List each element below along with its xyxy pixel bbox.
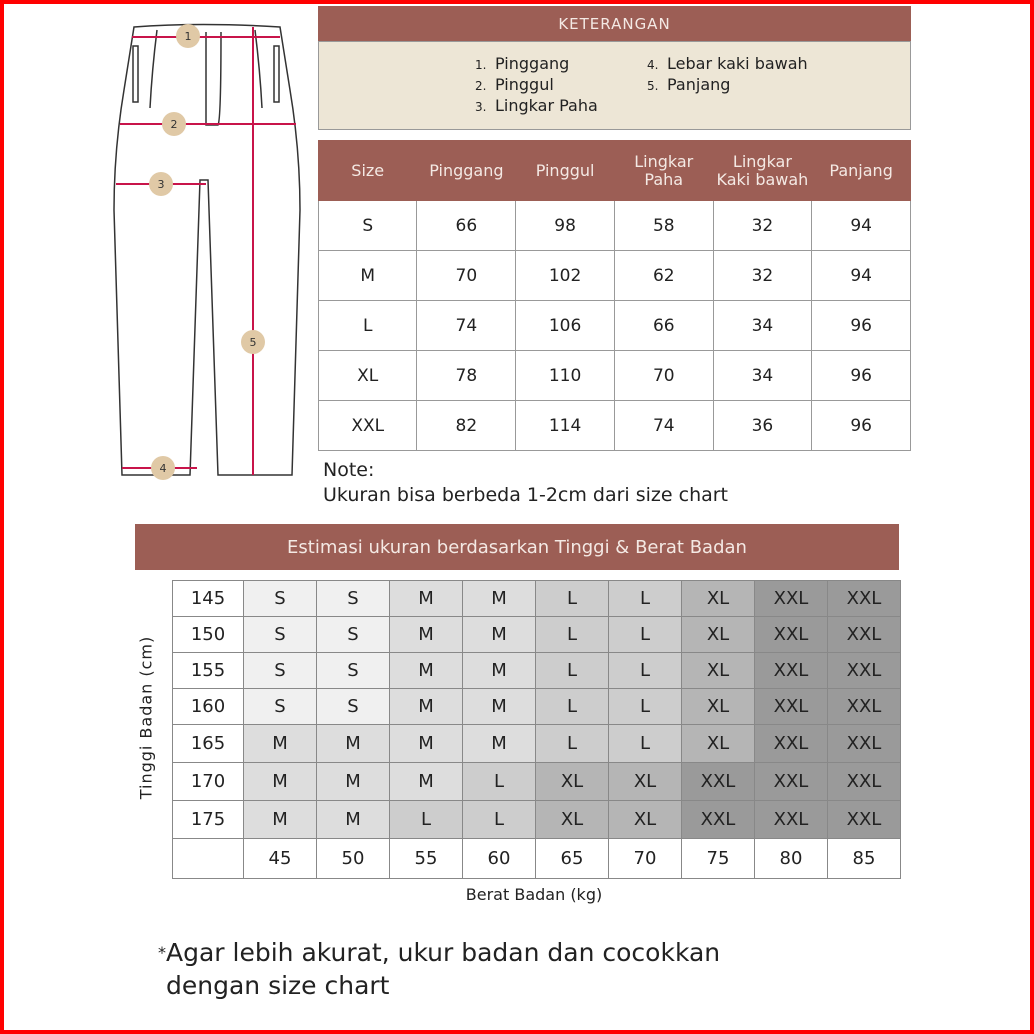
size-table [318, 140, 911, 451]
table-cell: 58 [614, 201, 713, 251]
size-cell: L [609, 725, 682, 763]
size-cell: XL [682, 725, 755, 763]
grid-row [173, 801, 901, 839]
size-cell: XXL [755, 653, 828, 689]
grid-row [173, 581, 901, 617]
size-cell: XXL [755, 689, 828, 725]
table-row [319, 351, 911, 401]
table-cell: S [319, 201, 417, 251]
size-cell: L [536, 581, 609, 617]
size-table-header: Pinggang [417, 141, 516, 201]
legend-item: 1. Pinggang [475, 54, 570, 73]
table-cell: 34 [713, 351, 812, 401]
size-cell: XXL [828, 617, 901, 653]
weight-label: 70 [609, 839, 682, 879]
table-row [319, 201, 911, 251]
legend-box [318, 41, 911, 130]
table-cell: 32 [713, 201, 812, 251]
legend-item: 4. Lebar kaki bawah [647, 54, 808, 73]
size-cell: XL [682, 653, 755, 689]
legend-item: 3. Lingkar Paha [475, 96, 598, 115]
weight-label: 75 [682, 839, 755, 879]
table-cell: 66 [417, 201, 516, 251]
size-cell: L [609, 689, 682, 725]
size-cell: M [390, 725, 463, 763]
size-cell: M [244, 801, 317, 839]
table-cell: 114 [516, 401, 615, 451]
table-cell: 78 [417, 351, 516, 401]
height-label: 155 [173, 653, 244, 689]
size-cell: XL [536, 801, 609, 839]
size-cell: XL [609, 763, 682, 801]
size-cell: XXL [755, 801, 828, 839]
estimate-grid [172, 580, 901, 879]
size-cell: S [317, 581, 390, 617]
note-text: Ukuran bisa berbeda 1-2cm dari size chart [323, 484, 729, 506]
weight-label: 85 [828, 839, 901, 879]
size-table-header: Panjang [812, 141, 911, 201]
legend-item: 2. Pinggul [475, 75, 554, 94]
table-cell: 94 [812, 251, 911, 301]
size-cell: L [390, 801, 463, 839]
size-cell: M [317, 801, 390, 839]
size-cell: M [463, 581, 536, 617]
marker-5: 5 [249, 336, 257, 349]
table-cell: 82 [417, 401, 516, 451]
weight-label: 45 [244, 839, 317, 879]
size-cell: S [244, 689, 317, 725]
table-cell: 66 [614, 301, 713, 351]
size-cell: XL [682, 689, 755, 725]
table-cell: XXL [319, 401, 417, 451]
table-cell: 70 [417, 251, 516, 301]
size-cell: XXL [755, 763, 828, 801]
grid-row [173, 763, 901, 801]
footnote-text: Agar lebih akurat, ukur badan dan cocokkan dengan size chart [166, 938, 721, 1000]
table-row [319, 401, 911, 451]
note-title: Note: [323, 459, 375, 481]
size-cell: XL [609, 801, 682, 839]
weight-row [173, 839, 901, 879]
size-cell: XXL [828, 801, 901, 839]
size-cell: L [536, 617, 609, 653]
size-cell: XXL [682, 801, 755, 839]
size-cell: M [317, 725, 390, 763]
size-table-header: Size [319, 141, 417, 201]
y-axis-label: Tinggi Badan (cm) [136, 635, 156, 800]
size-cell: M [317, 763, 390, 801]
size-cell: L [536, 653, 609, 689]
pants-diagram [100, 10, 310, 480]
size-cell: XL [682, 581, 755, 617]
grid-row [173, 653, 901, 689]
weight-label: 50 [317, 839, 390, 879]
size-cell: S [317, 653, 390, 689]
size-cell: S [244, 617, 317, 653]
size-cell: M [390, 653, 463, 689]
size-cell: M [244, 725, 317, 763]
table-cell: 94 [812, 201, 911, 251]
table-cell: 96 [812, 351, 911, 401]
corner-cell [173, 839, 244, 879]
footnote [158, 936, 806, 1002]
table-cell: 98 [516, 201, 615, 251]
note [323, 458, 728, 508]
size-table-header: Pinggul [516, 141, 615, 201]
size-cell: S [244, 653, 317, 689]
size-cell: S [244, 581, 317, 617]
table-row [319, 301, 911, 351]
height-label: 175 [173, 801, 244, 839]
marker-2: 2 [170, 118, 178, 131]
size-cell: XL [682, 617, 755, 653]
size-table-header: Lingkar Kaki bawah [713, 141, 812, 201]
table-cell: 32 [713, 251, 812, 301]
size-cell: XXL [828, 653, 901, 689]
size-cell: XXL [828, 689, 901, 725]
size-cell: M [390, 763, 463, 801]
table-cell: M [319, 251, 417, 301]
table-cell: XL [319, 351, 417, 401]
marker-1: 1 [184, 30, 192, 43]
weight-label: 55 [390, 839, 463, 879]
size-table-header: Lingkar Paha [614, 141, 713, 201]
size-cell: L [463, 763, 536, 801]
table-cell: 102 [516, 251, 615, 301]
table-cell: 106 [516, 301, 615, 351]
table-cell: 74 [614, 401, 713, 451]
size-cell: S [317, 689, 390, 725]
height-label: 160 [173, 689, 244, 725]
table-cell: 74 [417, 301, 516, 351]
size-cell: XXL [828, 725, 901, 763]
weight-label: 65 [536, 839, 609, 879]
table-cell: 96 [812, 401, 911, 451]
table-row [319, 251, 911, 301]
size-cell: XXL [755, 725, 828, 763]
size-cell: M [390, 617, 463, 653]
marker-3: 3 [157, 178, 165, 191]
table-cell: L [319, 301, 417, 351]
size-cell: L [609, 617, 682, 653]
size-cell: L [609, 581, 682, 617]
size-cell: L [536, 725, 609, 763]
table-cell: 70 [614, 351, 713, 401]
legend-title: KETERANGAN [318, 6, 911, 41]
size-cell: L [536, 689, 609, 725]
footnote-mark: * [158, 943, 166, 962]
size-cell: M [390, 581, 463, 617]
size-cell: XL [536, 763, 609, 801]
size-cell: L [609, 653, 682, 689]
weight-label: 80 [755, 839, 828, 879]
table-cell: 34 [713, 301, 812, 351]
height-label: 170 [173, 763, 244, 801]
size-cell: XXL [828, 763, 901, 801]
size-cell: M [244, 763, 317, 801]
size-cell: M [463, 617, 536, 653]
size-cell: M [463, 653, 536, 689]
grid-row [173, 689, 901, 725]
size-cell: S [317, 617, 390, 653]
marker-4: 4 [159, 462, 167, 475]
size-cell: XXL [682, 763, 755, 801]
size-cell: XXL [755, 581, 828, 617]
height-label: 165 [173, 725, 244, 763]
size-cell: L [463, 801, 536, 839]
weight-label: 60 [463, 839, 536, 879]
table-cell: 62 [614, 251, 713, 301]
size-cell: XXL [828, 581, 901, 617]
legend-item: 5. Panjang [647, 75, 731, 94]
table-cell: 36 [713, 401, 812, 451]
grid-row [173, 725, 901, 763]
table-cell: 110 [516, 351, 615, 401]
table-cell: 96 [812, 301, 911, 351]
grid-row [173, 617, 901, 653]
size-cell: M [463, 689, 536, 725]
estimate-title: Estimasi ukuran berdasarkan Tinggi & Berat Badan [135, 524, 899, 570]
size-cell: M [463, 725, 536, 763]
size-cell: XXL [755, 617, 828, 653]
size-cell: M [390, 689, 463, 725]
x-axis-label: Berat Badan (kg) [465, 885, 603, 904]
height-label: 145 [173, 581, 244, 617]
height-label: 150 [173, 617, 244, 653]
